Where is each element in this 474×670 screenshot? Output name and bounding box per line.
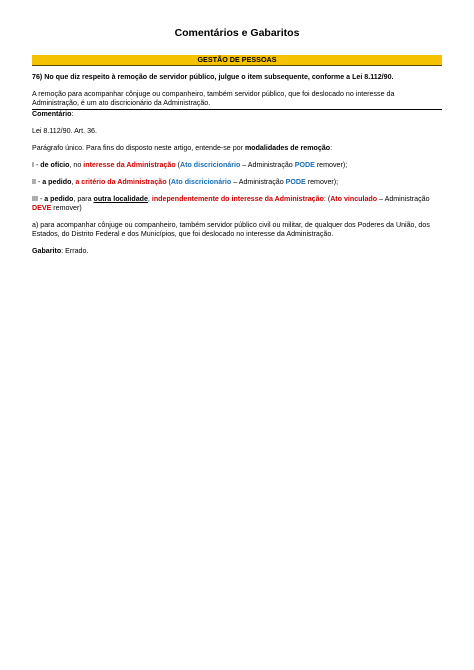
item1-close: remover);	[314, 161, 348, 169]
content-body	[32, 73, 442, 256]
item1-bold: de ofício	[40, 161, 70, 169]
item1-open: (	[175, 161, 180, 169]
comment-heading	[32, 110, 442, 119]
item3-sep2: ,	[147, 195, 152, 203]
item2-roman: II -	[32, 178, 43, 186]
item1-red: interesse da Administração	[83, 161, 176, 169]
item1-dash: – Administração	[240, 161, 295, 169]
question-text: 76) No que diz respeito à remoção de servidor público, julgue o item subsequente, conforme a Lei 8.112/90.	[32, 73, 394, 81]
item3-close: remover)	[51, 204, 82, 212]
comment-label: Comentário	[32, 110, 72, 118]
item3-red: Ato vinculado	[330, 195, 378, 203]
item1-sep: , no	[69, 161, 84, 169]
item2-blue: Ato discricionário	[170, 178, 232, 186]
item2-sep: ,	[71, 178, 76, 186]
item2-pode: PODE	[285, 178, 306, 186]
item3-underline: outra localidade	[93, 195, 148, 203]
item2-close: remover);	[305, 178, 339, 186]
alinea-a: a) para acompanhar cônjuge ou companheiro, também servidor público civil ou militar, de qualquer dos Poderes da União, dos Estados, do Distrito Federal e dos Municípios, que foi deslocado no interesse da Administração.	[32, 221, 430, 238]
paragrafo-bold: modalidades de remoção	[244, 144, 331, 152]
answer-value: Errado.	[65, 247, 89, 255]
question-statement: A remoção para acompanhar cônjuge ou companheiro, também servidor público, que foi deslocado no interesse da Administração, é um ato discricionário da Administração.	[32, 90, 442, 110]
item1-pode: PODE	[294, 161, 315, 169]
modalidade-item-1	[32, 161, 442, 170]
paragrafo-prefix: Parágrafo único. Para fins do disposto neste artigo, entende-se por	[32, 144, 245, 152]
item2-bold: a pedido	[42, 178, 72, 186]
item3-sep3: : (	[323, 195, 331, 203]
item2-dash: – Administração	[231, 178, 286, 186]
item2-open: (	[166, 178, 171, 186]
answer-line	[32, 247, 442, 256]
paragrafo-unico	[32, 144, 442, 153]
page-title: Comentários e Gabaritos	[174, 27, 300, 39]
paragrafo-suffix: :	[330, 144, 333, 152]
section-header: GESTÃO DE PESSOAS	[32, 55, 442, 66]
answer-label: Gabarito	[32, 247, 62, 255]
item3-red-bold: independentemente do interesse da Administração	[151, 195, 324, 203]
comment-colon: :	[71, 110, 74, 118]
modalidade-item-3	[32, 195, 442, 213]
answer-sep: :	[61, 247, 66, 255]
item1-roman: I -	[32, 161, 41, 169]
item3-dash: – Administração	[377, 195, 430, 203]
item3-deve: DEVE	[32, 204, 52, 212]
modalidade-item-2	[32, 178, 442, 187]
law-reference: Lei 8.112/90. Art. 36.	[32, 127, 97, 135]
item3-sep1: , para	[73, 195, 94, 203]
item3-bold: a pedido	[44, 195, 74, 203]
item1-blue: Ato discricionário	[180, 161, 241, 169]
item2-red: a critério da Administração	[75, 178, 167, 186]
item3-roman: III -	[32, 195, 45, 203]
